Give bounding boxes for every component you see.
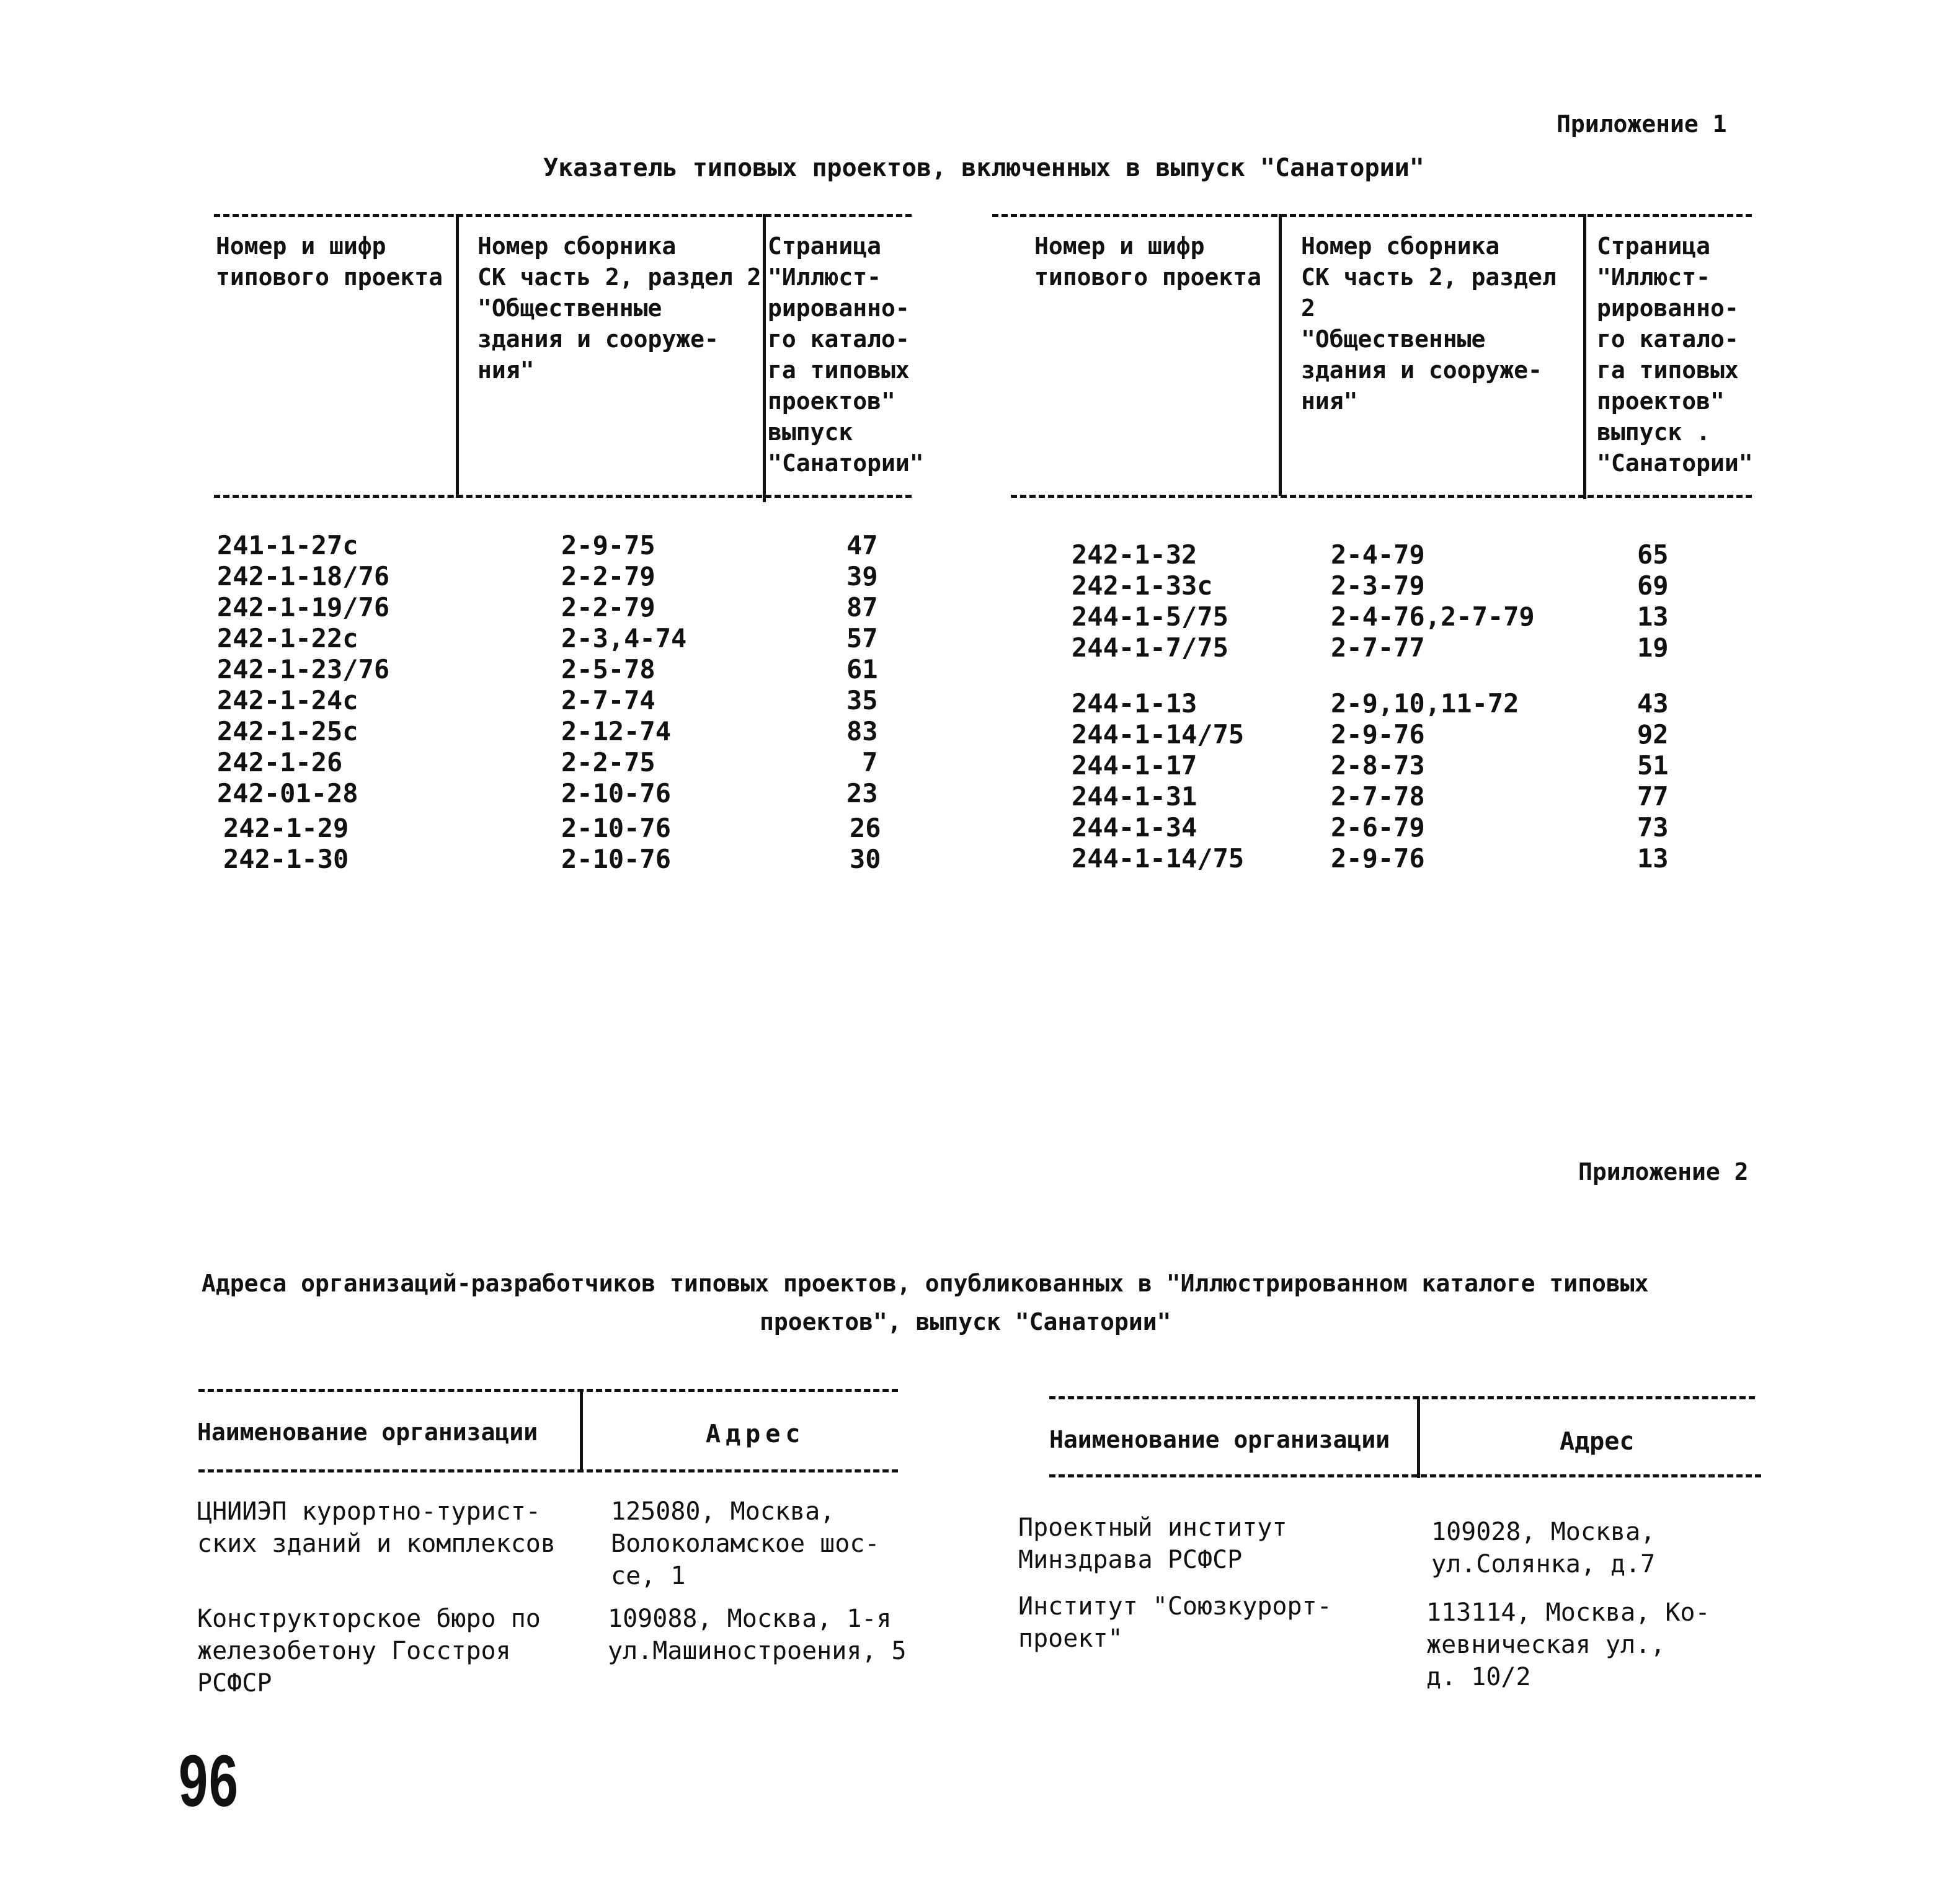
catalog-page: 51: [1637, 750, 1669, 781]
collection-number: 2-4-76,2-7-79: [1331, 601, 1535, 632]
collection-number: 2-8-73: [1331, 750, 1425, 781]
organization-name: Конструкторское бюро по железобетону Госстроя РСФСР: [197, 1605, 541, 1698]
project-code: 242-1-23/76: [217, 654, 390, 684]
collection-number: 2-7-77: [1331, 632, 1425, 663]
organization-address: 109088, Москва, 1-я ул.Машиностроения, 5: [608, 1605, 907, 1665]
appendix-2-label: Приложение 2: [1578, 1158, 1749, 1185]
catalog-page: 65: [1637, 539, 1669, 570]
table-row: [1072, 843, 1692, 874]
catalog-page: 83: [846, 716, 878, 746]
project-code: 244-1-31: [1072, 781, 1197, 812]
collection-number: 2-9-76: [1331, 843, 1425, 874]
table-row: [1072, 688, 1692, 719]
collection-number: 2-5-78: [561, 654, 655, 684]
table-row: [1072, 632, 1692, 663]
collection-number: 2-9,10,11-72: [1331, 688, 1519, 719]
project-code: 242-01-28: [217, 778, 358, 808]
catalog-page: 73: [1637, 812, 1669, 843]
collection-number: 2-4-79: [1331, 539, 1425, 570]
collection-number: 2-2-79: [561, 561, 655, 591]
table-rule: [198, 1389, 898, 1392]
project-code: 242-1-19/76: [217, 592, 390, 622]
collection-number: 2-7-74: [561, 685, 655, 715]
table-rule: [198, 1469, 898, 1472]
catalog-page: 19: [1637, 632, 1669, 663]
project-code: 242-1-29: [223, 813, 349, 843]
catalog-page: 77: [1637, 781, 1669, 812]
column-divider: [580, 1389, 583, 1472]
project-code: 244-1-14/75: [1072, 843, 1245, 874]
collection-number: 2-10-76: [561, 778, 672, 808]
project-code: 244-1-14/75: [1072, 719, 1245, 750]
catalog-page: 30: [850, 844, 881, 874]
project-code: 242-1-22с: [217, 623, 358, 653]
catalog-page: 61: [846, 654, 878, 684]
table-row: [217, 778, 930, 809]
appendix-2-title-line2: проектов", выпуск "Санатории": [760, 1308, 1171, 1335]
header-project-right: Номер и шифр типового проекта: [1034, 232, 1262, 291]
table-rule: [1049, 1396, 1755, 1399]
collection-number: 2-3-79: [1331, 570, 1425, 601]
catalog-page: 23: [846, 778, 878, 808]
header-organization-left: Наименование организации: [197, 1419, 538, 1446]
header-page-left: Страница "Иллюст- рированно- го катало- га типовых проектов" выпуск "Санатории": [768, 232, 924, 477]
table-row: [1072, 601, 1692, 632]
page-number: 96: [179, 1740, 239, 1822]
catalog-page: 39: [846, 561, 878, 591]
collection-number: 2-2-75: [561, 747, 655, 777]
left-rows: [217, 530, 930, 875]
collection-number: 2-3,4-74: [561, 623, 687, 653]
catalog-page: 69: [1637, 570, 1669, 601]
project-code: 244-1-7/75: [1072, 632, 1228, 663]
project-code: 242-1-18/76: [217, 561, 390, 591]
header-address-left: Адрес: [706, 1420, 806, 1448]
table-row: [1072, 812, 1692, 843]
catalog-page: 57: [846, 623, 878, 653]
catalog-page: 7: [862, 747, 878, 777]
table-rule: [214, 495, 912, 498]
header-collection-right: Номер сборника СК часть 2, раздел 2 "Общественные здания и сооруже- ния": [1301, 232, 1557, 415]
collection-number: 2-12-74: [561, 716, 672, 746]
project-code: 242-1-25с: [217, 716, 358, 746]
catalog-page: 47: [846, 530, 878, 560]
collection-number: 2-10-76: [561, 813, 672, 843]
project-code: 241-1-27с: [217, 530, 358, 560]
table-row: [217, 844, 930, 875]
project-code: 244-1-34: [1072, 812, 1197, 843]
organization-address: 109028, Москва, ул.Солянка, д.7: [1431, 1518, 1656, 1579]
collection-number: 2-6-79: [1331, 812, 1425, 843]
project-code: 242-1-24с: [217, 685, 358, 715]
table-row: [217, 716, 930, 747]
table-rule: [1049, 1474, 1761, 1477]
catalog-page: 26: [850, 813, 881, 843]
table-row: [1072, 539, 1692, 570]
column-divider: [1583, 214, 1586, 499]
organization-address: 125080, Москва, Волоколамское шос- се, 1: [611, 1497, 880, 1590]
column-divider: [1417, 1396, 1420, 1478]
project-code: 242-1-30: [223, 844, 349, 874]
appendix-1-title: Указатель типовых проектов, включенных в выпуск "Санатории": [543, 154, 1424, 182]
organization-name: ЦНИИЭП курортно-турист- ских зданий и комплексов: [197, 1497, 556, 1558]
table-row: [217, 530, 930, 561]
collection-number: 2-2-79: [561, 592, 655, 622]
appendix-2-title-line1: Адреса организаций-разработчиков типовых проектов, опубликованных в "Иллюстрированном каталоге типовых: [202, 1270, 1649, 1297]
header-address-right: Адрес: [1560, 1427, 1635, 1456]
right-rows: [1072, 539, 1692, 874]
collection-number: 2-9-75: [561, 530, 655, 560]
column-divider: [763, 214, 766, 502]
collection-number: 2-10-76: [561, 844, 672, 874]
catalog-page: 13: [1637, 843, 1669, 874]
appendix-1-label: Приложение 1: [1557, 110, 1727, 138]
table-row: [217, 654, 930, 685]
table-row: [217, 561, 930, 592]
table-row: [1072, 719, 1692, 750]
collection-number: 2-7-78: [1331, 781, 1425, 812]
project-code: 242-1-33с: [1072, 570, 1213, 601]
project-code: 244-1-5/75: [1072, 601, 1228, 632]
catalog-page: 43: [1637, 688, 1669, 719]
header-organization-right: Наименование организации: [1049, 1426, 1390, 1453]
column-divider: [1279, 214, 1282, 496]
project-code: 242-1-26: [217, 747, 343, 777]
table-row: [217, 623, 930, 654]
table-row: [217, 813, 930, 844]
header-collection-left: Номер сборника СК часть 2, раздел 2 "Общественные здания и сооруже- ния": [477, 232, 762, 384]
table-rule: [214, 214, 912, 217]
project-code: 242-1-32: [1072, 539, 1197, 570]
catalog-page: 13: [1637, 601, 1669, 632]
header-project-left: Номер и шифр типового проекта: [216, 232, 443, 291]
table-row: [217, 747, 930, 778]
collection-number: 2-9-76: [1331, 719, 1425, 750]
table-row: [217, 592, 930, 623]
catalog-page: 35: [846, 685, 878, 715]
table-rule: [992, 214, 1752, 217]
organization-name: Институт "Союзкурорт- проект": [1018, 1592, 1332, 1653]
table-row: [217, 685, 930, 716]
project-code: 244-1-13: [1072, 688, 1197, 719]
project-code: 244-1-17: [1072, 750, 1197, 781]
table-row: [1072, 781, 1692, 812]
table-rule: [1011, 495, 1752, 498]
table-row: [1072, 750, 1692, 781]
organization-name: Проектный институт Минздрава РСФСР: [1018, 1513, 1287, 1574]
column-divider: [456, 214, 459, 498]
catalog-page: 92: [1637, 719, 1669, 750]
catalog-page: 87: [846, 592, 878, 622]
organization-address: 113114, Москва, Ко- жевническая ул., д. 10/2: [1426, 1598, 1710, 1691]
table-row: [1072, 570, 1692, 601]
header-page-right: Страница "Иллюст- рированно- го катало- га типовых проектов" выпуск . "Санатории": [1597, 232, 1753, 477]
